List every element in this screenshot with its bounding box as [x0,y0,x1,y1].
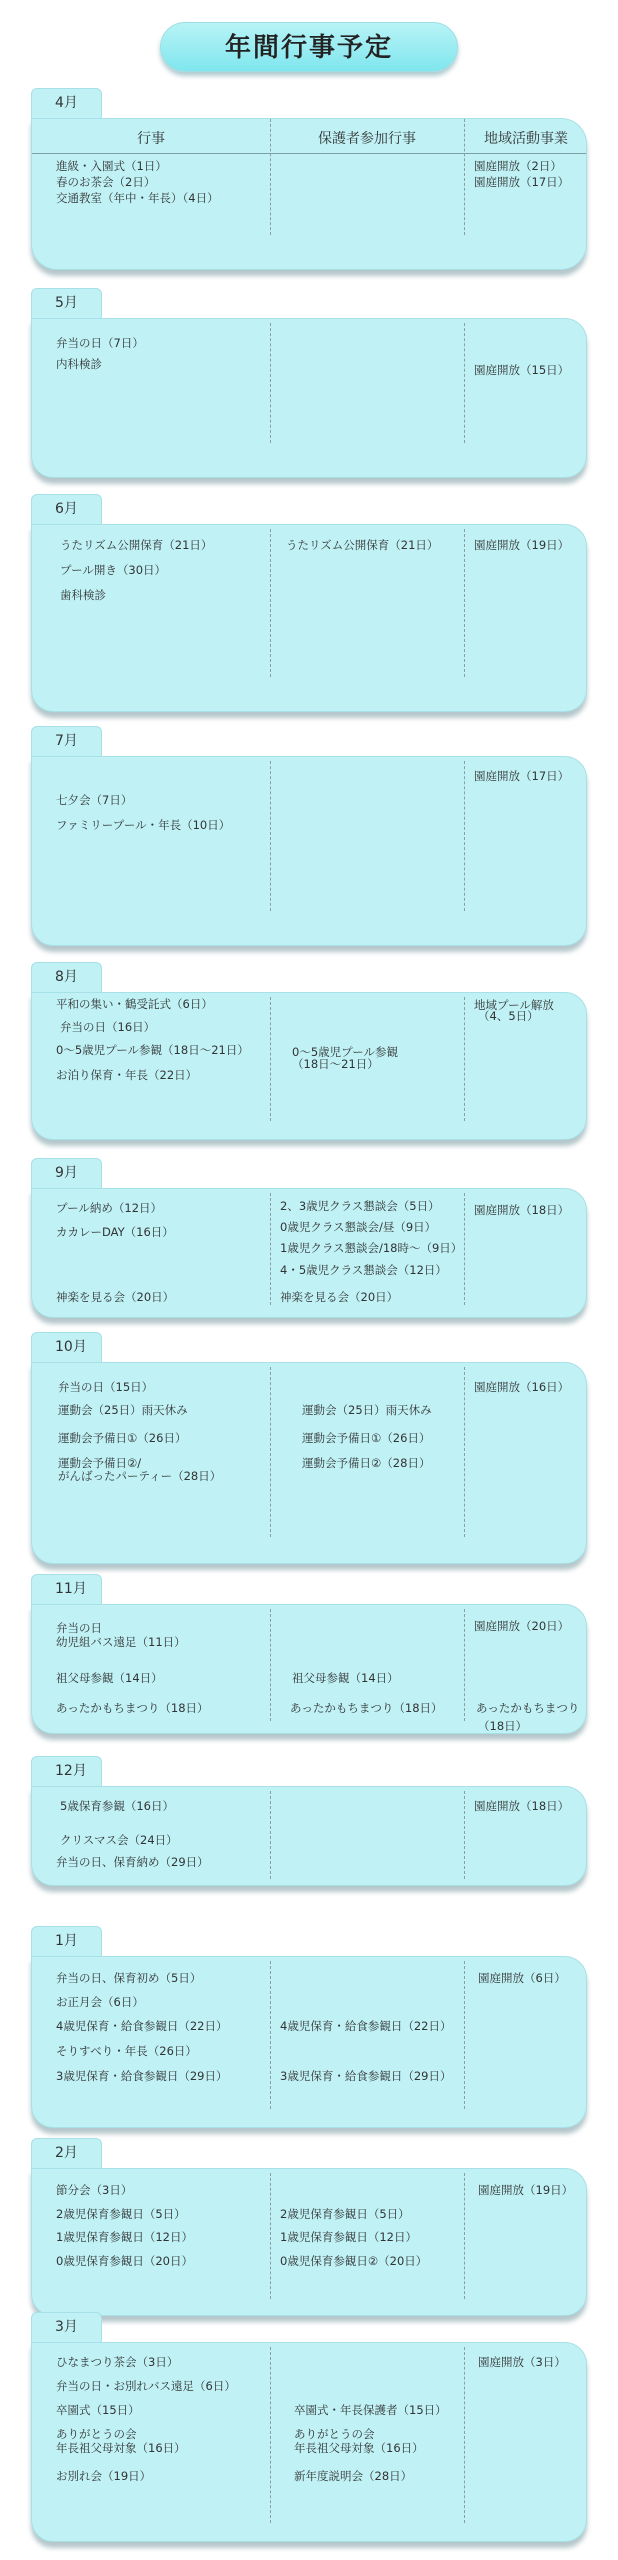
event-item: ひなまつり茶会（3日） [56,2355,179,2369]
event-item: 節分会（3日） [56,2183,133,2197]
month-tab: 1月 [31,1926,102,1956]
parent-event-item: ありがとうの会 [294,2427,375,2441]
event-item: クリスマス会（24日） [60,1833,178,1847]
month-table [31,1786,587,1886]
community-item: （4、5日） [478,1009,539,1023]
month-table [31,756,587,946]
event-item: そりすべり・年長（26日） [56,2044,197,2058]
column-divider [270,997,271,1121]
parent-event-item: （18日～21日） [292,1057,379,1071]
column-divider [270,1193,271,1305]
header-parent-events: 保護者参加行事 [318,131,416,147]
parent-event-item: 2歳児保育参観日（5日） [280,2207,410,2221]
column-divider [464,119,465,235]
header-community: 地域活動事業 [484,131,568,147]
community-item: 園庭開放（19日） [478,2183,574,2197]
month-tab: 3月 [31,2312,102,2342]
column-divider [464,1609,465,1721]
community-item: 園庭開放（18日） [474,1799,570,1813]
column-divider [464,1791,465,1879]
column-divider [270,1609,271,1721]
month-tab: 5月 [31,288,102,318]
parent-event-item: 年長祖父母対象（16日） [294,2441,424,2455]
event-item: 1歳児保育参観日（12日） [56,2230,193,2244]
event-item: 0歳児保育参観日（20日） [56,2254,193,2268]
event-item: 0～5歳児プール参観（18日～21日） [56,1043,249,1057]
parent-event-item: 0歳児クラス懇談会/昼（9日） [280,1220,437,1234]
column-divider [270,119,271,235]
column-divider [464,1367,465,1537]
parent-event-item: 1歳児クラス懇談会/18時～（9日） [280,1241,463,1255]
event-item: がんばったパーティー（28日） [58,1469,222,1483]
event-item: 5歳保育参観（16日） [60,1799,174,1813]
month-table [31,524,587,712]
event-item: 幼児組バス遠足（11日） [56,1635,186,1649]
month-table [31,318,587,478]
event-item: 春のお茶会（2日） [56,175,156,189]
event-item: 弁当の日・お別れバス遠足（6日） [56,2379,236,2393]
parent-event-item: あったかもちまつり（18日） [290,1701,443,1715]
month-tab: 10月 [31,1332,102,1362]
month-tab: 11月 [31,1574,102,1604]
community-item: 園庭開放（2日） [474,159,562,173]
parent-event-item: 0～5歳児プール参観 [292,1045,399,1059]
column-divider [270,2347,271,2523]
parent-event-item: 神楽を見る会（20日） [280,1290,399,1304]
month-tab: 2月 [31,2138,102,2168]
month-tab: 12月 [31,1756,102,1786]
event-item: カカレーDAY（16日） [56,1225,174,1239]
parent-event-item: 卒園式・年長保護者（15日） [294,2403,447,2417]
parent-event-item: 運動会予備日①（26日） [302,1431,431,1445]
column-divider [270,1367,271,1537]
month-table [31,1188,587,1318]
event-item: プール開き（30日） [60,563,167,577]
event-item: 2歳児保育参観日（5日） [56,2207,186,2221]
parent-event-item: うたリズム公開保育（21日） [286,538,439,552]
event-item: 弁当の日、保育納め（29日） [56,1855,209,1869]
event-item: 4歳児保育・給食参観日（22日） [56,2019,228,2033]
column-divider [270,1791,271,1879]
column-divider [464,323,465,443]
community-item: （18日） [478,1719,528,1733]
month-table [31,118,587,270]
parent-event-item: 祖父母参観（14日） [292,1671,399,1685]
column-divider [464,2173,465,2299]
event-item: 運動会予備日②/ [58,1456,142,1470]
event-item: お泊り保育・年長（22日） [56,1068,198,1082]
event-item: 弁当の日、保育初め（5日） [56,1971,202,1985]
header-divider [32,153,586,154]
event-item: 弁当の日（16日） [60,1020,156,1034]
community-item: 園庭開放（3日） [478,2355,566,2369]
column-divider [270,529,271,677]
month-table [31,1956,587,2128]
page-title: 年間行事予定 [160,22,458,72]
event-item: 神楽を見る会（20日） [56,1290,175,1304]
header-events: 行事 [137,131,165,147]
event-item: 歯科検診 [60,588,106,602]
month-tab: 4月 [31,88,102,118]
parent-event-item: 1歳児保育参観日（12日） [280,2230,417,2244]
month-table [31,2168,587,2316]
community-item: 園庭開放（17日） [474,175,570,189]
parent-event-item: 3歳児保育・給食参観日（29日） [280,2069,452,2083]
parent-event-item: 0歳児保育参観日②（20日） [280,2254,428,2268]
community-item: 園庭開放（15日） [474,363,570,377]
community-item: 園庭開放（20日） [474,1619,570,1633]
event-item: 進級・入園式（1日） [56,159,167,173]
community-item: 園庭開放（16日） [474,1380,570,1394]
event-item: 平和の集い・鶴受託式（6日） [56,997,213,1011]
community-item: 園庭開放（6日） [478,1971,566,1985]
column-divider [464,529,465,677]
community-item: 園庭開放（17日） [474,769,570,783]
month-table [31,1604,587,1734]
title-banner [0,22,618,76]
month-tab: 8月 [31,962,102,992]
parent-event-item: 4歳児保育・給食参観日（22日） [280,2019,452,2033]
event-item: 内科検診 [56,357,102,371]
event-item: 3歳児保育・給食参観日（29日） [56,2069,228,2083]
column-divider [464,1961,465,2109]
parent-event-item: 運動会予備日②（28日） [302,1456,431,1470]
event-item: ファミリープール・年長（10日） [56,818,231,832]
community-item: 地域プール解放 [474,998,554,1012]
parent-event-item: 新年度説明会（28日） [294,2469,413,2483]
event-item: あったかもちまつり（18日） [56,1701,209,1715]
event-item: 弁当の日（15日） [58,1380,154,1394]
community-item: 園庭開放（18日） [474,1203,570,1217]
column-divider [464,997,465,1121]
event-item: お正月会（6日） [56,1995,144,2009]
event-item: 年長祖父母対象（16日） [56,2441,186,2455]
community-item: 園庭開放（19日） [474,538,570,552]
event-item: ありがとうの会 [56,2427,137,2441]
event-item: 運動会（25日）雨天休み [58,1403,188,1417]
parent-event-item: 4・5歳児クラス懇談会（12日） [280,1263,447,1277]
event-item: 祖父母参観（14日） [56,1671,163,1685]
column-divider [270,323,271,443]
event-item: 卒園式（15日） [56,2403,140,2417]
column-divider [464,2347,465,2523]
event-item: 運動会予備日①（26日） [58,1431,187,1445]
column-divider [270,2173,271,2299]
parent-event-item: 運動会（25日）雨天休み [302,1403,432,1417]
event-item: 弁当の日 [56,1621,102,1635]
column-divider [464,761,465,911]
parent-event-item: 2、3歳児クラス懇談会（5日） [280,1199,440,1213]
event-item: 交通教室（年中・年長）（4日） [56,191,219,205]
event-item: お別れ会（19日） [56,2469,152,2483]
month-tab: 6月 [31,494,102,524]
event-item: 七夕会（7日） [56,793,133,807]
column-divider [270,1961,271,2109]
column-divider [270,761,271,911]
month-tab: 7月 [31,726,102,756]
community-item: あったかもちまつり [476,1701,580,1715]
event-item: 弁当の日（7日） [56,336,144,350]
month-tab: 9月 [31,1158,102,1188]
month-table [31,1362,587,1564]
event-item: うたリズム公開保育（21日） [60,538,213,552]
month-table [31,2342,587,2542]
event-item: プール納め（12日） [56,1201,163,1215]
column-divider [464,1193,465,1305]
month-table [31,992,587,1140]
